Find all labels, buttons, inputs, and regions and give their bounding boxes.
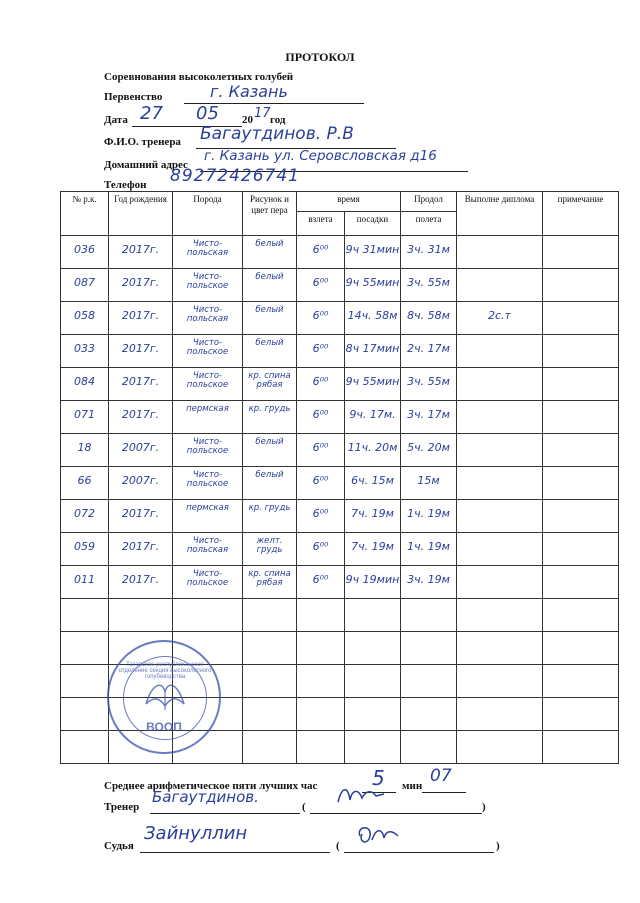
empty-cell [457,599,543,632]
table-row [61,467,619,500]
cell-takeoff [297,368,345,401]
cell-landing [345,302,401,335]
cell-duration [401,269,457,302]
cell-ring [61,401,109,434]
cell-ring [61,269,109,302]
diploma-value [457,533,542,541]
date-month: 05 [196,103,219,124]
cell-pattern [243,533,297,566]
cell-pattern [243,467,297,500]
empty-cell [543,599,619,632]
year-value: 2007г. [121,441,160,454]
empty-cell [297,731,345,764]
takeoff-value: 6⁰⁰ [312,408,329,421]
official-stamp [107,640,221,754]
competition-line: Соревнования высоколетных голубей [104,71,294,83]
empty-cell [401,731,457,764]
ring-value: 087 [74,276,95,289]
note-value [543,566,618,574]
year-value: 2017г. [121,276,160,289]
note-value [543,533,618,541]
footer-trainer-name: Багаутдинов. [152,788,259,806]
landing-value: 9ч 31мин [345,243,400,256]
pattern-value: кр. грудь [248,503,291,513]
breed-value: Чисто-польская [186,536,229,555]
cell-year [109,401,173,434]
cell-takeoff [297,236,345,269]
trainer-label: Ф.И.О. тренера [104,136,181,148]
table-row [61,401,619,434]
cell-takeoff [297,269,345,302]
landing-value: 9ч 19мин [345,573,400,586]
note-value [543,401,618,409]
cell-takeoff [297,566,345,599]
landing-value: 9ч 55мин [345,375,400,388]
cell-takeoff [297,401,345,434]
takeoff-value: 6⁰⁰ [312,441,329,454]
note-value [543,434,618,442]
ring-value: 059 [74,540,95,553]
cell-breed [173,335,243,368]
landing-value: 6ч. 15м [351,474,394,487]
landing-value: 7ч. 19м [351,507,394,520]
header-note: примечание [543,192,619,236]
note-value [543,269,618,277]
cell-pattern [243,500,297,533]
breed-value: пермская [186,404,229,414]
ring-value: 084 [74,375,95,388]
duration-value: 3ч. 19м [407,573,450,586]
cell-note [543,500,619,533]
note-value [543,368,618,376]
cell-ring [61,500,109,533]
empty-cell [61,698,109,731]
championship-label: Первенство [104,91,163,103]
cell-pattern [243,335,297,368]
stamp-ring-text: Татарское республиканское отделение секция высоколетного голубеводства [118,662,212,680]
breed-value: Чисто-польское [186,371,229,390]
cell-landing [345,500,401,533]
takeoff-value: 6⁰⁰ [312,276,329,289]
empty-cell [401,698,457,731]
cell-landing [345,533,401,566]
takeoff-value: 6⁰⁰ [312,474,329,487]
table-row [61,533,619,566]
diploma-value [457,335,542,343]
cell-ring [61,335,109,368]
cell-ring [61,368,109,401]
average-hours: 5 [372,766,385,790]
cell-duration [401,401,457,434]
duration-value: 1ч. 19м [407,540,450,553]
year-value: 2017г. [121,573,160,586]
year-value: 2017г. [121,408,160,421]
table-row [61,335,619,368]
address-value: г. Казань ул. Серовсловская д16 [204,148,437,164]
duration-value: 8ч. 58м [407,309,450,322]
breed-value: Чисто-польское [186,569,229,588]
header-diploma: Выполне диплома [457,192,543,236]
pattern-value: белый [255,437,284,447]
date-year-handwritten: 17 [254,106,271,121]
average-minutes: 07 [430,766,452,786]
duration-value: 3ч. 55м [407,276,450,289]
table-row [61,302,619,335]
empty-cell [173,599,243,632]
cell-landing [345,434,401,467]
cell-breed [173,401,243,434]
diploma-value [457,236,542,244]
judge-name: Зайнуллин [144,823,248,844]
date-suffix: год [270,114,286,126]
cell-ring [61,302,109,335]
ring-value: 011 [74,573,95,586]
cell-landing [345,467,401,500]
landing-value: 14ч. 58м [347,309,398,322]
stamp-text: ВООП [146,720,182,734]
ring-value: 033 [74,342,95,355]
cell-note [543,302,619,335]
cell-breed [173,467,243,500]
cell-duration [401,236,457,269]
empty-cell [109,599,173,632]
empty-cell [243,698,297,731]
empty-cell [401,599,457,632]
cell-pattern [243,302,297,335]
pattern-value: кр. спина рябая [248,371,291,390]
cell-takeoff [297,500,345,533]
cell-diploma [457,566,543,599]
cell-year [109,368,173,401]
empty-cell [401,665,457,698]
cell-landing [345,236,401,269]
year-value: 2017г. [121,507,160,520]
landing-value: 11ч. 20м [347,441,398,454]
cell-year [109,500,173,533]
footer-trainer-label: Тренер [104,801,140,813]
date-day: 27 [140,103,163,124]
diploma-value [457,368,542,376]
cell-breed [173,500,243,533]
takeoff-value: 6⁰⁰ [312,309,329,322]
year-value: 2017г. [121,309,160,322]
cell-note [543,368,619,401]
year-value: 2017г. [121,375,160,388]
empty-cell [297,665,345,698]
breed-value: Чисто-польское [186,437,229,456]
empty-cell [543,665,619,698]
diploma-value: 2с.т [488,309,511,322]
takeoff-value: 6⁰⁰ [312,507,329,520]
note-value [543,335,618,343]
cell-ring [61,467,109,500]
header-ring: № р.к. [61,192,109,236]
header-breed: Порода [173,192,243,236]
empty-cell [61,632,109,665]
cell-diploma [457,302,543,335]
header-year: Год рождения [109,192,173,236]
cell-breed [173,269,243,302]
header-landing: посадки [345,212,401,236]
diploma-value [457,434,542,442]
cell-year [109,566,173,599]
breed-value: Чисто-польская [186,239,229,258]
header-time: время [297,192,401,212]
takeoff-value: 6⁰⁰ [312,540,329,553]
empty-cell [401,632,457,665]
header-takeoff: взлета [297,212,345,236]
breed-value: пермская [186,503,229,513]
breed-value: Чисто-польская [186,305,229,324]
ring-value: 058 [74,309,95,322]
ring-value: 036 [74,243,95,256]
cell-note [543,467,619,500]
duration-value: 3ч. 17м [407,408,450,421]
empty-cell [243,632,297,665]
pattern-value: белый [255,305,284,315]
cell-takeoff [297,302,345,335]
landing-value: 8ч 17мин [345,342,400,355]
minutes-label: мин [402,780,423,792]
cell-year [109,434,173,467]
empty-cell [457,731,543,764]
table-row [61,269,619,302]
championship-value: г. Казань [210,82,288,101]
cell-pattern [243,401,297,434]
empty-cell [457,665,543,698]
table-row [61,236,619,269]
diploma-value [457,401,542,409]
cell-landing [345,401,401,434]
takeoff-value: 6⁰⁰ [312,573,329,586]
duration-value: 1ч. 19м [407,507,450,520]
cell-takeoff [297,533,345,566]
average-label: Среднее арифметическое пяти лучших час [104,780,318,792]
cell-note [543,533,619,566]
table-row [61,368,619,401]
phone-value: 89272426741 [170,166,300,186]
header-duration-bottom: полета [401,212,457,236]
empty-cell [243,665,297,698]
cell-ring [61,236,109,269]
cell-note [543,401,619,434]
cell-year [109,302,173,335]
cell-ring [61,434,109,467]
empty-cell [457,632,543,665]
cell-diploma [457,236,543,269]
duration-value: 2ч. 17м [407,342,450,355]
date-label: Дата [104,114,128,126]
empty-cell [457,698,543,731]
cell-diploma [457,467,543,500]
pattern-value: кр. спина рябая [248,569,291,588]
cell-duration [401,467,457,500]
cell-landing [345,566,401,599]
date-year-prefix: 20 [242,114,253,126]
cell-pattern [243,566,297,599]
diploma-value [457,566,542,574]
duration-value: 3ч. 55м [407,375,450,388]
cell-year [109,236,173,269]
landing-value: 9ч 55мин [345,276,400,289]
empty-cell [243,731,297,764]
pattern-value: белый [255,470,284,480]
empty-cell [345,731,401,764]
note-value [543,467,618,475]
duration-value: 15м [417,474,440,487]
diploma-value [457,500,542,508]
diploma-value [457,467,542,475]
trainer-value: Багаутдинов. Р.В [200,124,354,144]
pattern-value: белый [255,272,284,282]
pattern-value: белый [255,338,284,348]
empty-cell [345,632,401,665]
empty-cell [243,599,297,632]
cell-duration [401,500,457,533]
empty-cell [61,731,109,764]
year-value: 2007г. [121,474,160,487]
breed-value: Чисто-польское [186,470,229,489]
cell-pattern [243,368,297,401]
cell-pattern [243,269,297,302]
empty-table-row [61,599,619,632]
cell-duration [401,566,457,599]
ring-value: 66 [77,474,92,487]
cell-breed [173,236,243,269]
dove-icon [142,674,188,714]
cell-breed [173,434,243,467]
diploma-value [457,269,542,277]
empty-cell [543,698,619,731]
empty-cell [61,665,109,698]
cell-takeoff [297,467,345,500]
cell-takeoff [297,434,345,467]
cell-breed [173,533,243,566]
empty-cell [345,599,401,632]
empty-cell [297,599,345,632]
cell-pattern [243,434,297,467]
year-value: 2017г. [121,243,160,256]
judge-label: Судья [104,840,134,852]
cell-ring [61,566,109,599]
landing-value: 7ч. 19м [351,540,394,553]
cell-takeoff [297,335,345,368]
cell-year [109,467,173,500]
pattern-value: желт. грудь [256,536,283,555]
takeoff-value: 6⁰⁰ [312,243,329,256]
cell-note [543,335,619,368]
cell-duration [401,533,457,566]
table-row [61,566,619,599]
ring-value: 071 [74,408,95,421]
cell-pattern [243,236,297,269]
note-value [543,302,618,310]
cell-year [109,269,173,302]
cell-landing [345,368,401,401]
year-value: 2017г. [121,540,160,553]
cell-note [543,434,619,467]
empty-cell [61,599,109,632]
cell-note [543,236,619,269]
empty-cell [543,731,619,764]
cell-note [543,566,619,599]
cell-diploma [457,401,543,434]
cell-duration [401,434,457,467]
empty-cell [543,632,619,665]
address-label: Домашний адрес [104,159,188,171]
cell-landing [345,335,401,368]
cell-year [109,335,173,368]
cell-duration [401,302,457,335]
year-value: 2017г. [121,342,160,355]
phone-label: Телефон [104,179,147,191]
cell-landing [345,269,401,302]
takeoff-value: 6⁰⁰ [312,375,329,388]
trainer-signature [336,784,386,806]
cell-breed [173,368,243,401]
cell-diploma [457,434,543,467]
note-value [543,500,618,508]
table-row [61,500,619,533]
cell-diploma [457,269,543,302]
empty-cell [345,665,401,698]
cell-ring [61,533,109,566]
takeoff-value: 6⁰⁰ [312,342,329,355]
cell-note [543,269,619,302]
cell-year [109,533,173,566]
breed-value: Чисто-польское [186,338,229,357]
cell-diploma [457,335,543,368]
cell-diploma [457,533,543,566]
empty-cell [297,632,345,665]
table-row [61,434,619,467]
landing-value: 9ч. 17м. [349,408,396,421]
document-title: ПРОТОКОЛ [285,50,355,64]
empty-cell [345,698,401,731]
pattern-value: белый [255,239,284,249]
ring-value: 18 [77,441,92,454]
cell-breed [173,566,243,599]
duration-value: 3ч. 31м [407,243,450,256]
cell-duration [401,335,457,368]
ring-value: 072 [74,507,95,520]
empty-cell [297,698,345,731]
cell-diploma [457,500,543,533]
header-pattern: Рисунок и цвет пера [243,192,297,236]
cell-duration [401,368,457,401]
duration-value: 5ч. 20м [407,441,450,454]
cell-breed [173,302,243,335]
cell-diploma [457,368,543,401]
judge-signature [354,822,402,848]
pattern-value: кр. грудь [248,404,291,414]
breed-value: Чисто-польское [186,272,229,291]
note-value [543,236,618,244]
header-duration-top: Продол [401,192,457,212]
